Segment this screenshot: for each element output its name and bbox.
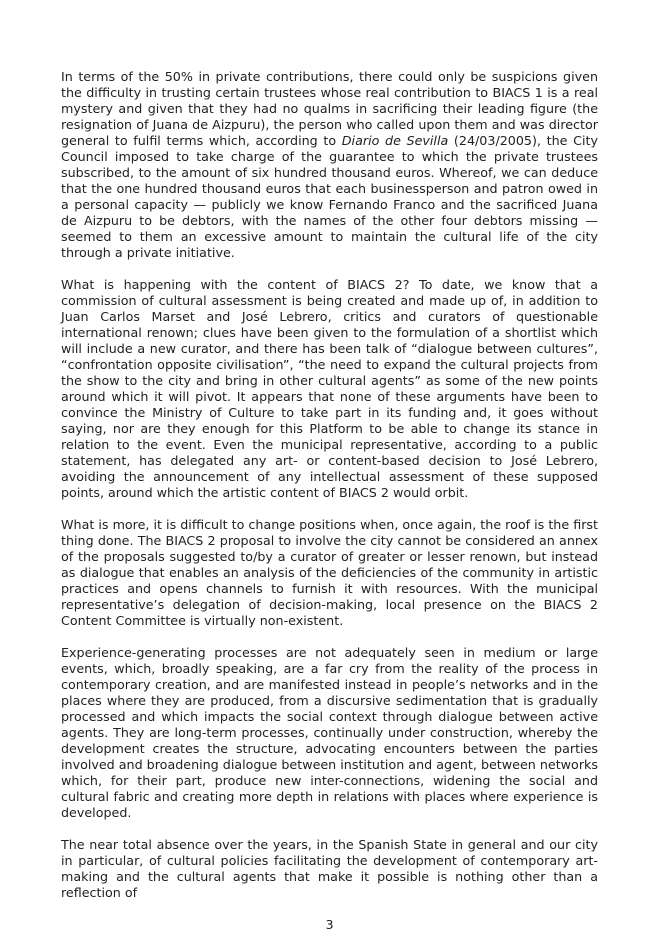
paragraph-experience-processes: Experience-generating processes are not adequately seen in medium or large events, which, broadly speaking, are a far cry from the reality of the process in contemporary creation, and are manifested instead in people’s networks and in the places where they are produced, from a discursive sedimentation that is gradually processed and which impacts the social context through dialogue between active agents. They are long-term processes, continually under construction, whereby the development creates the structure, advocating encounters between the parties involved and broadening dialogue between institution and agent, between networks which, for their part, produce new inter-connections, widening the social and cultural fabric and creating more depth in relations with places where experience is developed.: [61, 645, 598, 820]
page-number: 3: [325, 917, 334, 932]
paragraph-change-positions: What is more, it is difficult to change positions when, once again, the roof is the first thing done. The BIACS 2 proposal to involve the city cannot be considered an annex of the proposals suggested to/by a curator of greater or lesser renown, but instead as dialogue that enables an analysis of the deficiencies of the community in artistic practices and opens channels to furnish it with resources. With the municipal representative’s delegation of decision-making, local presence on the BIACS 2 Content Committee is virtually non-existent.: [61, 517, 598, 628]
paragraph-biacs2-content: What is happening with the content of BIACS 2? To date, we know that a commission of cultural assessment is being created and made up of, in addition to Juan Carlos Marset and José Lebrero, critics and curators of questionable international renown; clues have been given to the formulation of a shortlist which will include a new curator, and there has been talk of “dialogue between cultures”, “confrontation opposite civilisation”, “the need to expand the cultural projects from the show to the city and bring in other cultural agents” as some of the new points around which it will pivot. It appears that none of these arguments have been to convince the Ministry of Culture to take part in its funding and, it goes without saying, nor are they enough for this Platform to be able to change its stance in relation to the event. Even the municipal representative, according to a public statement, has delegated any art- or content-based decision to José Lebrero, avoiding the announcement of any intellectual assessment of these supposed points, around which the artistic content of BIACS 2 would orbit.: [61, 277, 598, 500]
paragraph-private-contributions: [61, 69, 598, 261]
paragraph-1-text-post: (24/03/2005), the City Council imposed to take charge of the guarantee to which the private trustees subscribed, to the amount of six hundred thousand euros. Whereof, we can deduce that the one hundred thousand euros that each businessperson and patron owed in a personal capacity — publicly we know Fernando Franco and the sacrificed Juana de Aizpuru to be debtors, with the names of the other four debtors missing — seemed to them an excessive amount to maintain the cultural life of the city through a private initiative.: [61, 133, 598, 260]
paragraph-1-italic-title: Diario de Sevilla: [341, 133, 449, 148]
paragraph-near-total-absence: The near total absence over the years, in the Spanish State in general and our city in particular, of cultural policies facilitating the development of contemporary art-making and the cultural agents that make it possible is nothing other than a reflection of: [61, 837, 598, 900]
paragraph-1-text-pre: In terms of the 50% in private contributions, there could only be suspicions given the difficulty in trusting certain trustees whose real contribution to BIACS 1 is a real mystery and given that they had no qualms in sacrificing their leading figure (the resignation of Juana de Aizpuru), the person who called upon them and was director general to fulfil terms which, according to: [61, 69, 598, 148]
